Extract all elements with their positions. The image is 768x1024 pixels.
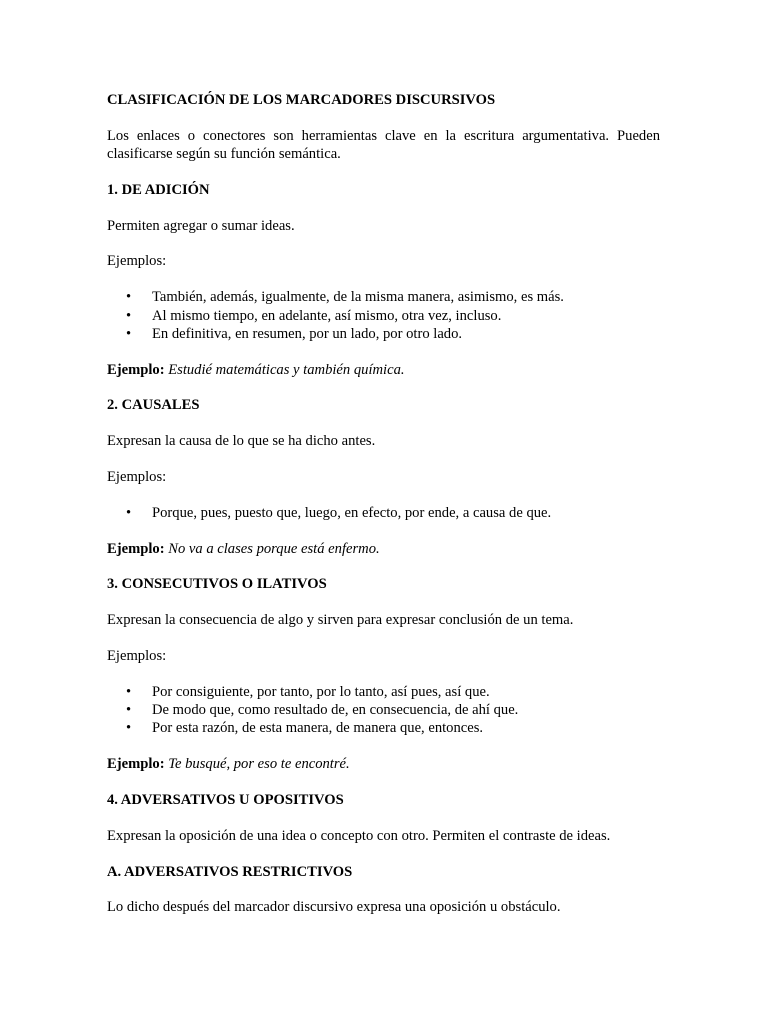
examples-list [107, 504, 660, 522]
example-sentence [107, 755, 660, 773]
bullet-icon: • [126, 289, 132, 306]
example-label: Ejemplo: [107, 540, 165, 557]
example-sentence [107, 540, 660, 558]
list-item-text: Al mismo tiempo, en adelante, así mismo, otra vez, incluso. [152, 307, 502, 324]
example-text: Te busqué, por eso te encontré. [168, 756, 350, 773]
example-label: Ejemplo: [107, 756, 165, 773]
list-item [107, 683, 660, 701]
section-heading-restrictivos: A. ADVERSATIVOS RESTRICTIVOS [107, 863, 353, 880]
examples-label: Ejemplos: [107, 469, 167, 486]
list-item [107, 719, 660, 737]
section-description: Lo dicho después del marcador discursivo expresa una oposición u obstáculo. [107, 899, 561, 916]
section-heading-causales: 2. CAUSALES [107, 397, 200, 414]
section-heading-consecutivos: 3. CONSECUTIVOS O ILATIVOS [107, 576, 327, 593]
bullet-icon: • [126, 504, 132, 521]
list-item-text: Porque, pues, puesto que, luego, en efecto, por ende, a causa de que. [152, 504, 552, 521]
list-item-text: También, además, igualmente, de la misma manera, asimismo, es más. [152, 289, 564, 306]
list-item [107, 288, 660, 306]
example-text: Estudié matemáticas y también química. [168, 361, 405, 378]
list-item-text: Por consiguiente, por tanto, por lo tanto, así pues, así que. [152, 683, 490, 700]
list-item [107, 701, 660, 719]
section-description: Expresan la oposición de una idea o concepto con otro. Permiten el contraste de ideas. [107, 827, 611, 844]
list-item [107, 307, 660, 325]
list-item [107, 325, 660, 343]
examples-list [107, 683, 660, 738]
section-description: Permiten agregar o sumar ideas. [107, 217, 295, 234]
example-text: No va a clases porque está enfermo. [168, 540, 380, 557]
example-sentence [107, 361, 660, 379]
list-item-text: Por esta razón, de esta manera, de manera que, entonces. [152, 720, 484, 737]
section-heading-adicion: 1. DE ADICIÓN [107, 181, 210, 198]
list-item-text: En definitiva, en resumen, por un lado, por otro lado. [152, 325, 463, 342]
bullet-icon: • [126, 325, 132, 342]
section-description: Expresan la causa de lo que se ha dicho antes. [107, 433, 376, 450]
document-title: CLASIFICACIÓN DE LOS MARCADORES DISCURSIVOS [107, 92, 496, 108]
bullet-icon: • [126, 683, 132, 700]
examples-label: Ejemplos: [107, 253, 167, 270]
list-item [107, 504, 660, 522]
bullet-icon: • [126, 720, 132, 737]
section-heading-adversativos: 4. ADVERSATIVOS U OPOSITIVOS [107, 792, 344, 809]
document-page [107, 91, 660, 934]
intro-paragraph: Los enlaces o conectores son herramientas clave en la escritura argumentativa. Pueden clasificarse según su función semántica. [107, 127, 660, 163]
examples-list [107, 288, 660, 343]
example-label: Ejemplo: [107, 361, 165, 378]
list-item-text: De modo que, como resultado de, en consecuencia, de ahí que. [152, 702, 519, 719]
bullet-icon: • [126, 702, 132, 719]
section-description: Expresan la consecuencia de algo y sirven para expresar conclusión de un tema. [107, 612, 574, 629]
examples-label: Ejemplos: [107, 648, 167, 665]
bullet-icon: • [126, 307, 132, 324]
